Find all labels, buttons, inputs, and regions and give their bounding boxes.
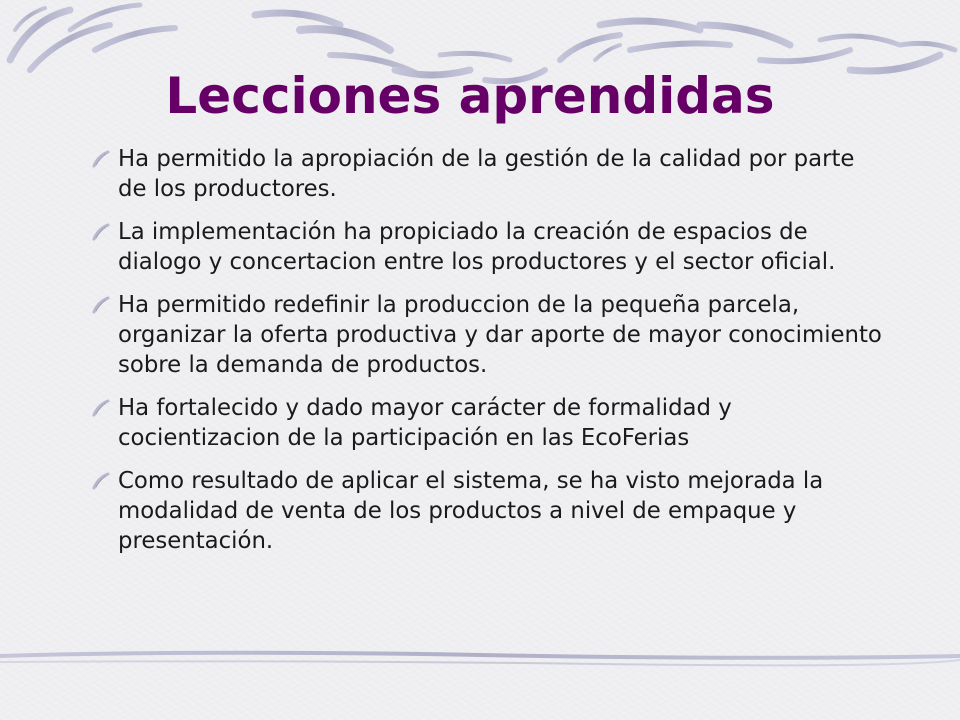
bullet-text: Ha fortalecido y dado mayor carácter de formalidad y cocientizacion de la participación en las EcoFerias (118, 395, 732, 451)
curved-brush-stroke-icon (90, 470, 112, 492)
bullet-text: Como resultado de aplicar el sistema, se ha visto mejorada la modalidad de venta de los productos a nivel de empaque y presentación. (118, 468, 824, 554)
list-item (90, 393, 890, 453)
curved-brush-stroke-icon (90, 294, 112, 316)
list-item (90, 217, 890, 277)
bullet-text: La implementación ha propiciado la creación de espacios de dialogo y concertacion entre los productores y el sector oficial. (118, 219, 836, 275)
slide-title: Lecciones aprendidas (165, 67, 775, 125)
list-item (90, 466, 890, 556)
bullet-list (90, 144, 890, 569)
bullet-text: Ha permitido la apropiación de la gestión de la calidad por parte de los productores. (118, 146, 855, 202)
list-item (90, 290, 890, 380)
curved-brush-stroke-icon (90, 397, 112, 419)
list-item (90, 144, 890, 204)
curved-brush-stroke-icon (90, 148, 112, 170)
curved-brush-stroke-icon (90, 221, 112, 243)
bullet-text: Ha permitido redefinir la produccion de la pequeña parcela, organizar la oferta productiva y dar aporte de mayor conocimiento sobre la demanda de productos. (118, 292, 882, 378)
